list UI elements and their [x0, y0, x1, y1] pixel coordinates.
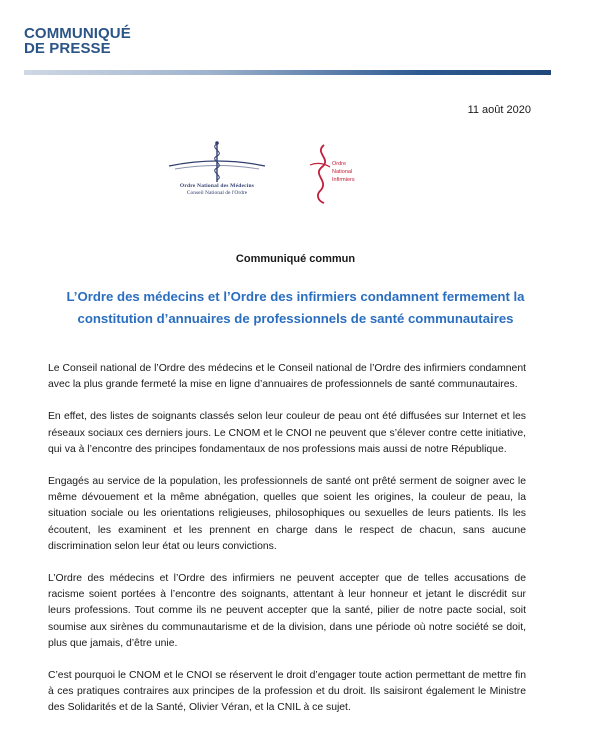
cnom-logo-line-1: Ordre National des Médecins: [179, 183, 255, 189]
title-line-1: COMMUNIQUÉ: [24, 25, 131, 42]
body-text: [48, 361, 526, 733]
header-divider-bar: [24, 70, 551, 75]
cnoi-logo: [308, 143, 378, 205]
section-label: Communiqué commun: [235, 253, 356, 265]
cnoi-logo-line-2: National: [332, 169, 353, 175]
press-release-title: [24, 26, 131, 56]
paragraph: En effet, des listes de soignants classés selon leur couleur de peau ont été diffusées sur Internet et les réseaux sociaux ces derniers jours. Le CNOM et le CNOI ne peuvent que s’élever contre cette initiative, qui va à l’encontre des principes fondamentaux de nos professions mais aussi de notre République.: [48, 411, 526, 455]
caduceus-icon: [165, 140, 269, 184]
paragraph: L’Ordre des médecins et l’Ordre des infirmiers ne peuvent accepter que de telles accusations de racisme soient portées à l’encontre des soignants, attentant à leur honneur et jetant le discrédit sur leurs professions. Tout comme ils ne peuvent accepter que la santé, pilier de notre pacte social, soit soumise aux sirènes du communautarisme et de la division, dans une période où notre société se doit, plus que jamais, d’être unie.: [48, 573, 526, 649]
release-date: 11 août 2020: [467, 104, 531, 116]
cnoi-logo-line-3: Infirmiers: [332, 177, 355, 183]
title-line-2: DE PRESSE: [24, 40, 111, 57]
headline: L’Ordre des médecins et l’Ordre des infirmiers condamnent fermement la constitution d’annuaires de professionnels de santé communautaires: [66, 289, 525, 326]
cnom-logo-line-2: Conseil National de l'Ordre: [186, 190, 248, 196]
cnom-logo: [165, 140, 269, 200]
paragraph: Le Conseil national de l’Ordre des médecins et le Conseil national de l’Ordre des infirmiers condamnent avec la plus grande fermeté la mise en ligne d’annuaires de professionnels de santé communautaires.: [48, 363, 526, 391]
cnoi-logo-line-1: Ordre: [332, 161, 347, 167]
paragraph: Engagés au service de la population, les professionnels de santé ont prêté serment de soigner avec le même dévouement et la même abnégation, quelles que soient les origines, la couleur de peau, la situation sociale ou les orientations religieuses, philosophiques ou sexuelles de leurs patients. Ils les écoutent, les examinent et les prennent en charge dans le respect de chacun, sans aucune discrimination selon leur état ou leurs convictions.: [48, 476, 526, 552]
paragraph: C’est pourquoi le CNOM et le CNOI se réservent le droit d’engager toute action permettant de mettre fin à ces pratiques contraires aux principes de la profession et du droit. Ils saisiront également le Ministre des Solidarités et de la Santé, Olivier Véran, et la CNIL à ce sujet.: [48, 670, 526, 714]
